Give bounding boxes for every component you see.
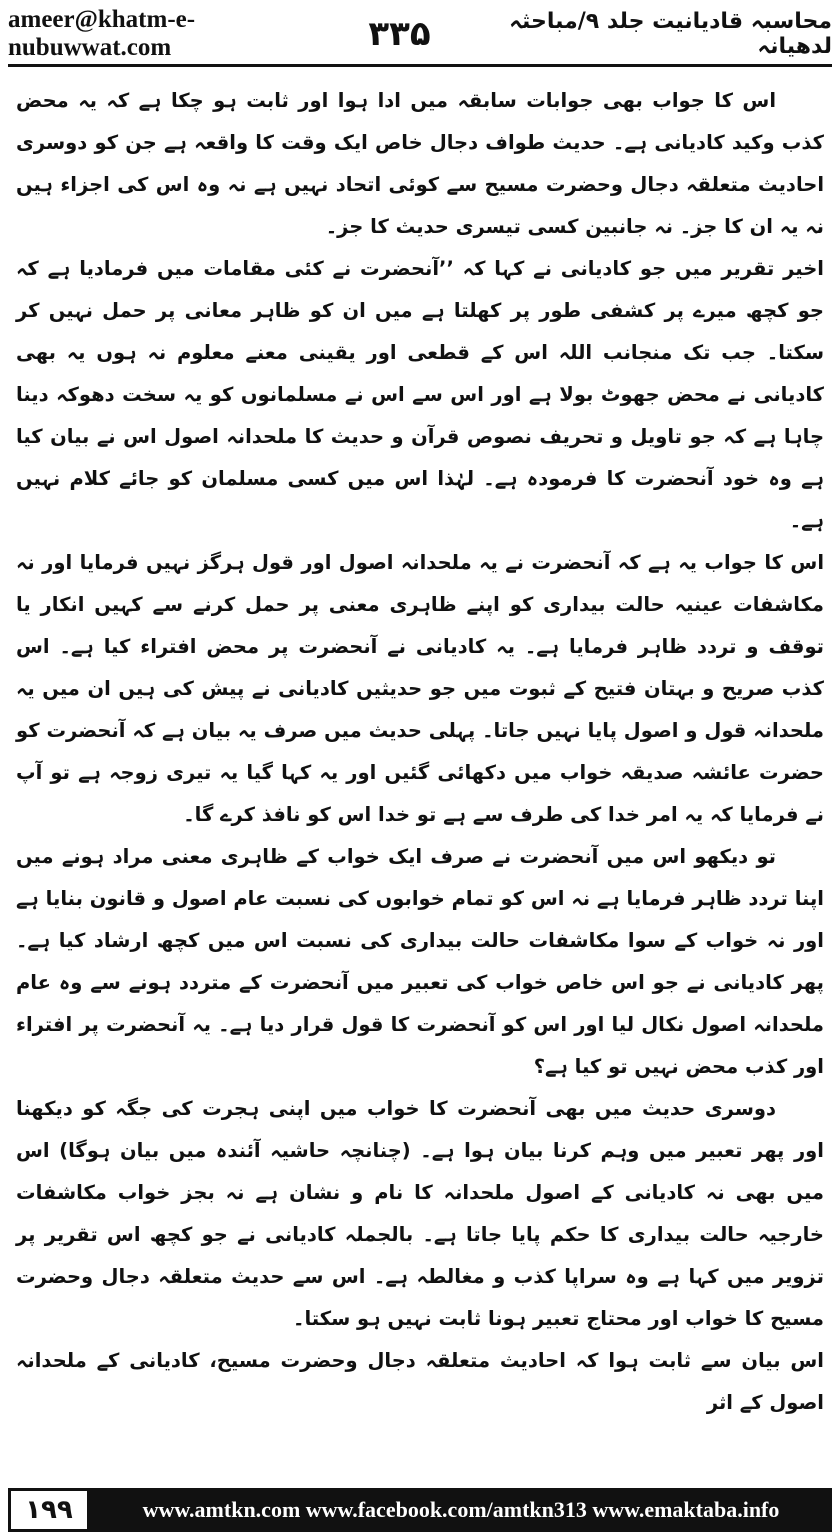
- page-footer: [8, 1488, 832, 1532]
- paragraph: تو دیکھو اس میں آنحضرت نے صرف ایک خواب کے ظاہری معنی مراد ہونے میں اپنا تردد ظاہر فرمایا ہے نہ اس کو تمام خوابوں کی نسبت عام اصول و قانون بنایا ہے اور نہ خواب کے سوا مکاشفات حالت بیداری کی نسبت اس میں کچھ ارشاد کیا ہے۔ پھر کادیانی نے جو اس خاص خواب کی تعبیر میں آنحضرت کے متردد ہونے سے وہ عام ملحدانہ اصول نکال لیا اور اس کو آنحضرت کا قول قرار دیا ہے۔ یہ آنحضرت پر افتراء اور کذب محض نہیں تو کیا ہے؟: [16, 845, 824, 1078]
- paragraph: اس کا جواب یہ ہے کہ آنحضرت نے یہ ملحدانہ اصول اور قول ہرگز نہیں فرمایا اور نہ مکاشفات عینیہ حالت بیداری کو اپنے ظاہری معنی پر حمل کرنے سے کہیں انکار یا توقف و تردد ظاہر فرمایا ہے۔ یہ کادیانی نے آنحضرت پر محض افتراء کیا ہے۔ اس کذب صریح و بہتان فتیح کے ثبوت میں جو حدیثیں کادیانی نے پیش کی ہیں ان میں یہ ملحدانہ قول و اصول پایا نہیں جاتا۔ پہلی حدیث میں صرف یہ بیان ہے کہ آنحضرت کو حضرت عائشہ صدیقہ خواب میں دکھائی گئیں اور یہ کہا گیا یہ تیری زوجہ ہے تو آپ نے فرمایا کہ یہ امر خدا کی طرف سے ہے تو خدا اس کو نافذ کرے گا۔: [16, 551, 824, 826]
- footer-urls: www.amtkn.com www.facebook.com/amtkn313 www.emaktaba.info: [142, 1497, 780, 1522]
- header-book-title: محاسبہ قادیانیت جلد ۹/مباحثہ لدھیانہ: [509, 9, 832, 59]
- paragraph: اخیر تقریر میں جو کادیانی نے کہا کہ ’’آنحضرت نے کئی مقامات میں فرمادیا ہے کہ جو کچھ میرے پر کشفی طور پر کھلتا ہے میں ان کو ظاہر معانی پر حمل نہیں کر سکتا۔ جب تک منجانب اللہ اس کے قطعی اور یقینی معنے معلوم نہ ہوں یہ بھی کادیانی نے محض جھوٹ بولا ہے اور اس سے اس نے مسلمانوں کو یہ سخت دھوکہ دینا چاہا ہے کہ جو تاویل و تحریف نصوص قرآن و حدیث کا ملحدانہ اصول اس نے بیان کیا ہے وہ خود آنحضرت کا فرمودہ ہے۔ لہٰذا اس میں کسی مسلمان کو جائے کلام نہیں ہے۔: [16, 257, 824, 532]
- header-divider: [8, 64, 832, 67]
- paragraph: اس بیان سے ثابت ہوا کہ احادیث متعلقہ دجال وحضرت مسیح، کادیانی کے ملحدانہ اصول کے اثر: [16, 1349, 824, 1414]
- body-text: [16, 80, 824, 1455]
- paragraph: دوسری حدیث میں بھی آنحضرت کا خواب میں اپنی ہجرت کی جگہ کو دیکھنا اور پھر تعبیر میں وہم کرنا بیان ہوا ہے۔ (چنانچہ حاشیہ آئندہ میں بیان ہوگا) اس میں بھی نہ کادیانی کے اصول ملحدانہ کا نام و نشان ہے نہ بجز خواب مکاشفات خارجیہ حالت بیداری کا حکم پایا جاتا ہے۔ بالجملہ کادیانی نے جو کچھ اس تقریر پر تزویر میں کہا ہے وہ سراپا کذب و مغالطہ ہے۔ اس سے حدیث متعلقہ دجال وحضرت مسیح کا خواب اور محتاج تعبیر ہونا ثابت نہیں ہو سکتا۔: [16, 1097, 824, 1330]
- header-page-number: ۳۳۵: [368, 14, 431, 54]
- header-email: ameer@khatm-e-nubuwwat.com: [8, 6, 196, 61]
- page-header: [8, 8, 832, 60]
- footer-page-number: ۱۹۹: [8, 1488, 90, 1532]
- paragraph: اس کا جواب بھی جوابات سابقہ میں ادا ہوا اور ثابت ہو چکا ہے کہ یہ محض کذب وکید کادیانی ہے۔ حدیث طواف دجال خاص ایک وقت کا واقعہ ہے جن کو دوسری احادیث متعلقہ دجال وحضرت مسیح سے کوئی اتحاد نہیں ہے نہ وہ اس کی اجزاء ہیں نہ یہ ان کا جز۔ نہ جانبین کسی تیسری حدیث کا جز۔: [16, 89, 824, 238]
- header-left: [8, 6, 431, 62]
